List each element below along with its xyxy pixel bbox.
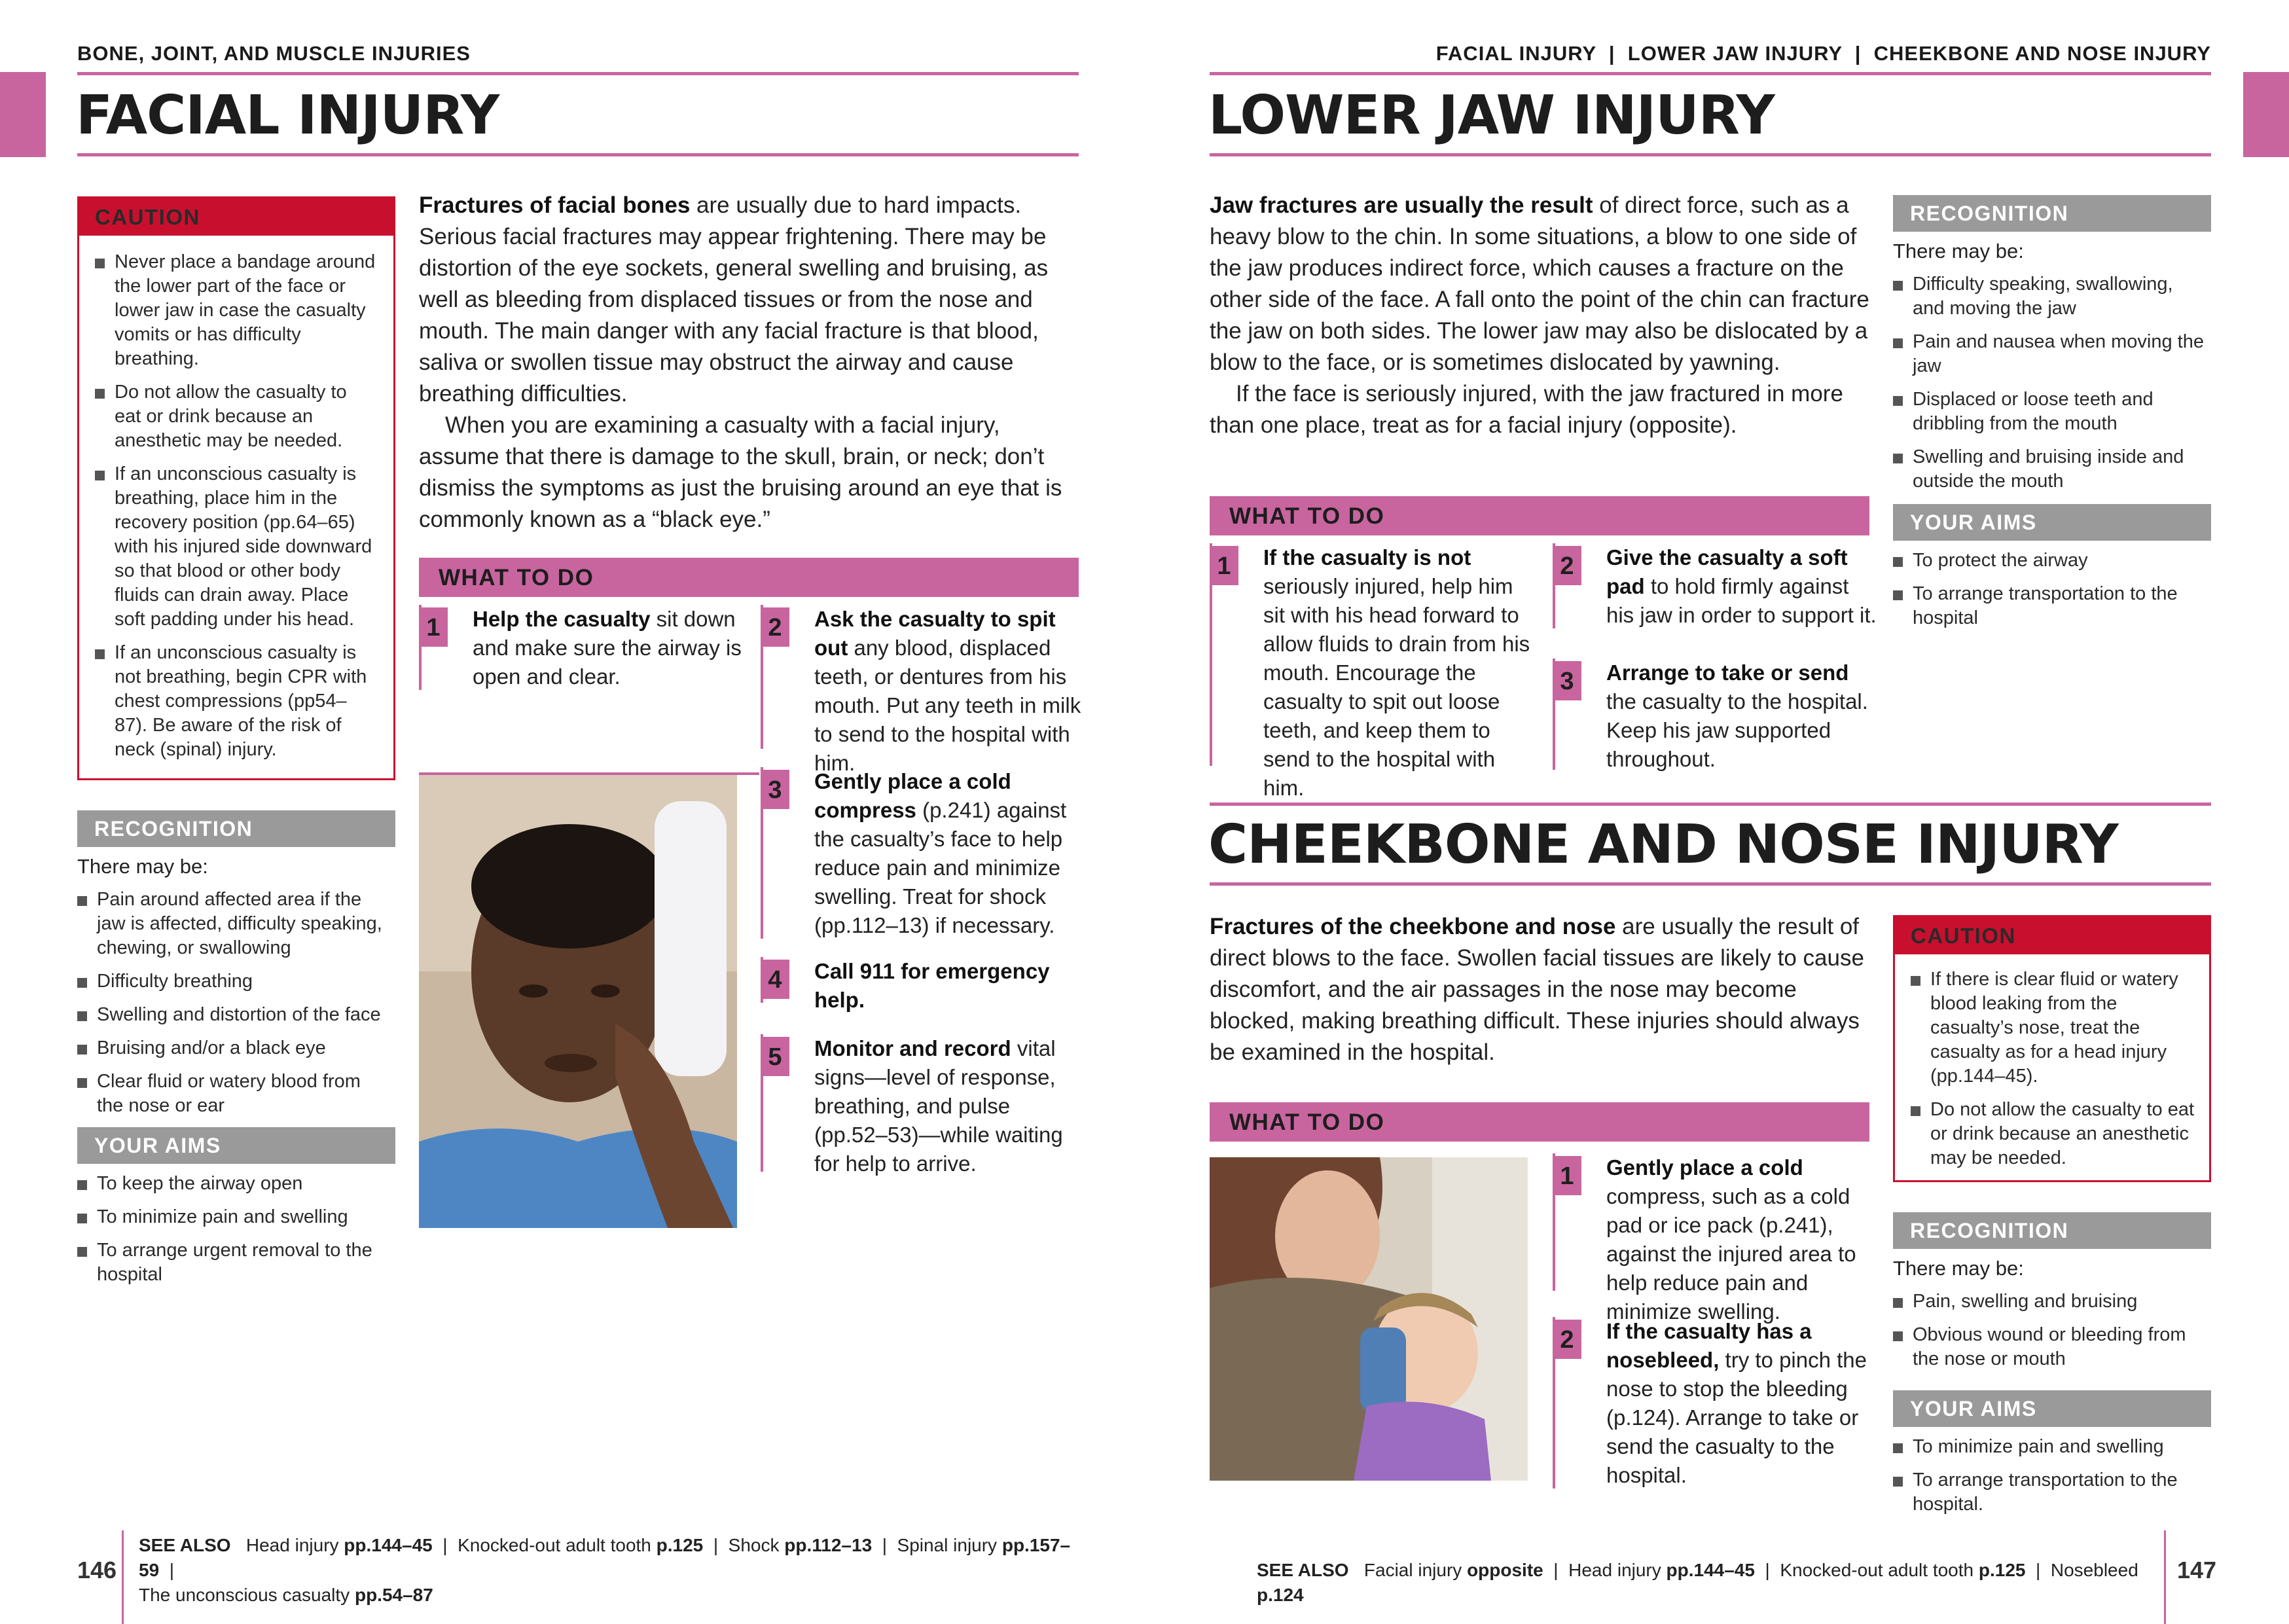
intro-lead: Fractures of facial bones <box>419 192 691 218</box>
step-text: seriously injured, help him sit with his head forward to allow fluids to drain from his mouth. Encourage the casualty to spit out loose teeth, and keep them to send to the hospital with him. <box>1263 574 1530 800</box>
recognition-item: Pain around affected area if the jaw is affected, difficulty speaking, chewing, or swallowing <box>77 888 385 960</box>
rule-cheek-bottom <box>1210 882 2211 886</box>
page-number-right: 147 <box>2177 1557 2217 1583</box>
recognition-item: Displaced or loose teeth and dribbling from the mouth <box>1893 388 2207 436</box>
intro-lead: Jaw fractures are usually the result <box>1210 192 1593 218</box>
see-also-link[interactable]: Facial injury opposite <box>1363 1560 1543 1580</box>
jaw-aims-heading: YOUR AIMS <box>1893 504 2211 541</box>
caution-item: Do not allow the casualty to eat or drink because an anesthetic may be needed. <box>1911 1098 2196 1170</box>
step-number: 1 <box>1553 1156 1581 1195</box>
caution-item: Never place a bandage around the lower part of the face or lower jaw in case the casualty vomits or has difficulty breathing. <box>95 250 378 371</box>
caution-item: If there is clear fluid or watery blood leaking from the casualty’s nose, treat the casualty as for a head injury (pp.144–45). <box>1911 967 2196 1089</box>
caution-heading: CAUTION <box>79 198 393 236</box>
recognition-item: Swelling and distortion of the face <box>77 1003 385 1027</box>
jaw-recognition-list <box>1893 272 2207 503</box>
intro-rest: are usually due to hard impacts. Serious facial fractures may appear frightening. There may be distortion of the eye sockets, general swelling and bruising, as well as bleeding from displaced tissues or from the nose and mouth. The main danger with any facial fracture is that blood, saliva or swollen tissue may obstruct the airway and cause breathing difficulties. <box>419 192 1049 406</box>
caution-box <box>77 196 395 780</box>
cheek-aims-heading: YOUR AIMS <box>1893 1390 2211 1427</box>
step-text: (p.241) against the casualty’s face to help reduce pain and minimize swelling. Treat for shock (pp.112–13) if necessary. <box>814 798 1067 937</box>
cheek-step-2 <box>1553 1317 1880 1494</box>
what-to-do-heading: WHAT TO DO <box>1210 1102 1869 1142</box>
caution-list <box>79 236 393 762</box>
photo-man-holding-compress <box>419 775 737 1228</box>
page-title-jaw: LOWER JAW INJURY <box>1208 84 1775 147</box>
see-also-label: SEE ALSO <box>139 1535 231 1555</box>
see-also-link[interactable]: The unconscious casualty pp.54–87 <box>139 1585 433 1605</box>
rule-left-top <box>77 72 1079 75</box>
cheek-intro <box>1210 911 1871 1068</box>
recognition-item: Pain, swelling and bruising <box>1893 1290 2207 1314</box>
running-head-right: FACIAL INJURY | LOWER JAW INJURY | CHEEKBONE AND NOSE INJURY <box>1435 42 2211 65</box>
rule-left-bottom <box>77 153 1079 156</box>
step-number: 2 <box>1553 546 1581 585</box>
intro-rest: of direct force, such as a heavy blow to the chin. In some situations, a blow to one side of the jaw produces indirect force, which causes a fracture on the other side of the face. A fall onto the point of the chin can fracture the jaw on both sides. The lower jaw may also be dislocated by a blow to the face, or is sometimes dislocated by yawning. <box>1210 192 1869 375</box>
see-also-left: SEE ALSO Head injury pp.144–45 | Knocked-out adult tooth p.125 | Shock pp.112–13 | Spinal injury pp.157–59 | The unconscious casualty pp.54–87 <box>139 1535 1071 1605</box>
see-also-link[interactable]: Head injury pp.144–45 <box>245 1535 433 1555</box>
step-text: any blood, displaced teeth, or dentures from his mouth. Put any teeth in milk to send to the hospital with him. <box>814 636 1081 775</box>
step-lead: Gently place a cold <box>1606 1155 1803 1180</box>
step-4 <box>761 957 1081 1012</box>
page-title-facial: FACIAL INJURY <box>76 84 499 147</box>
aims-item: To minimize pain and swelling <box>77 1205 385 1229</box>
step-lead: Help the casualty <box>473 607 651 631</box>
page-title-cheekbone: CHEEKBONE AND NOSE INJURY <box>1208 814 2118 876</box>
recognition-item: Bruising and/or a black eye <box>77 1036 385 1060</box>
step-text: the casualty to the hospital. Keep his jaw supported throughout. <box>1606 689 1868 771</box>
aims-heading: YOUR AIMS <box>77 1127 395 1164</box>
page-number-left: 146 <box>77 1557 117 1583</box>
cheek-caution-box <box>1893 915 2211 1182</box>
aims-item: To arrange urgent removal to the hospital <box>77 1238 385 1287</box>
step-lead: Give the casualty a soft pad <box>1606 545 1848 598</box>
recognition-item: Obvious wound or bleeding from the nose or mouth <box>1893 1323 2207 1371</box>
photo-mother-child-compress <box>1210 1157 1528 1481</box>
see-also-link[interactable]: Head injury pp.144–45 <box>1568 1560 1755 1580</box>
step-text: compress, such as a cold pad or ice pack (p.241), against the injured area to help reduce pain and minimize swelling. <box>1606 1184 1856 1324</box>
aims-item: To arrange transportation to the hospital <box>1893 582 2207 630</box>
recognition-item: Swelling and bruising inside and outside the mouth <box>1893 445 2207 494</box>
what-to-do-heading: WHAT TO DO <box>1210 496 1869 535</box>
caution-item: Do not allow the casualty to eat or drink because an anesthetic may be needed. <box>95 380 378 453</box>
jaw-step-1 <box>1210 543 1537 800</box>
recognition-item: Pain and nausea when moving the jaw <box>1893 330 2207 378</box>
jaw-intro <box>1210 190 1871 441</box>
see-also-link[interactable]: Spinal injury pp.157–59 <box>139 1535 1071 1580</box>
jaw-recognition-intro: There may be: <box>1893 240 2024 262</box>
jaw-step-2 <box>1553 543 1880 635</box>
footer-divider-right <box>2164 1530 2166 1624</box>
aims-item: To arrange transportation to the hospital. <box>1893 1468 2207 1517</box>
rule-right-bottom <box>1210 153 2211 156</box>
see-also-link[interactable]: Knocked-out adult tooth p.125 <box>458 1535 704 1555</box>
step-lead: If the casualty is not <box>1263 545 1471 569</box>
recognition-item: Clear fluid or watery blood from the nose or ear <box>77 1070 385 1118</box>
step-number: 5 <box>761 1037 789 1076</box>
jaw-step-3 <box>1553 659 1880 776</box>
aims-item: To keep the airway open <box>77 1172 385 1196</box>
step-2 <box>761 605 1081 775</box>
thumb-tab-left <box>0 72 46 157</box>
aims-item: To protect the airway <box>1893 549 2207 573</box>
footer-divider-left <box>122 1530 124 1624</box>
step-text: to hold firmly against his jaw in order to support it. <box>1606 574 1877 627</box>
see-also-link[interactable]: Shock pp.112–13 <box>728 1535 873 1555</box>
aims-item: To minimize pain and swelling <box>1893 1435 2207 1459</box>
step-text: vital signs—level of response, breathing, and pulse (pp.52–53)—while waiting for help to arrive. <box>814 1036 1063 1176</box>
step-number: 3 <box>1553 661 1581 700</box>
intro-paragraph-2: When you are examining a casualty with a facial injury, assume that there is damage to the skull, brain, or neck; don’t dismiss the symptoms as just the bruising around an eye that is commonly known as a “black eye.” <box>419 412 1062 532</box>
step-number: 4 <box>761 960 789 999</box>
step-lead: Gently place a cold compress <box>814 769 1011 822</box>
thumb-tab-right <box>2243 72 2289 157</box>
cheek-step-1 <box>1553 1153 1880 1324</box>
cheek-recognition-intro: There may be: <box>1893 1257 2024 1280</box>
recognition-item: Difficulty speaking, swallowing, and moving the jaw <box>1893 272 2207 321</box>
caution-item: If an unconscious casualty is not breathing, begin CPR with chest compressions (pp54–87). Be aware of the risk of neck (spinal) injury. <box>95 641 378 762</box>
intro-paragraph-2: If the face is seriously injured, with the jaw fractured in more than one place, treat as for a facial injury (opposite). <box>1210 381 1843 438</box>
step-3 <box>761 767 1081 944</box>
intro-lead: Fractures of the cheekbone and nose <box>1210 914 1616 939</box>
step-lead: Ask the casualty to spit out <box>814 607 1056 660</box>
step-number: 3 <box>761 770 789 809</box>
step-number: 2 <box>761 607 789 647</box>
see-also-right: SEE ALSO Facial injury opposite | Head injury pp.144–45 | Knocked-out adult tooth p.125 | Nosebleed p.124 <box>1257 1560 2138 1605</box>
caution-item: If an unconscious casualty is breathing, place him in the recovery position (pp.64–65) with his injured side downward so that blood or other body fluids can drain away. Place soft padding under his head. <box>95 462 378 632</box>
step-number: 1 <box>419 607 448 647</box>
intro-rest: are usually the result of direct blows to the face. Swollen facial tissues are likely to cause discomfort, and the air passages in the nose may become blocked, making breathing difficult. These injuries should always be examined in the hospital. <box>1210 914 1864 1065</box>
cheek-aims-list <box>1893 1435 2207 1526</box>
running-head-left: BONE, JOINT, AND MUSCLE INJURIES <box>77 42 471 65</box>
recognition-intro: There may be: <box>77 855 208 878</box>
see-also-link[interactable]: Knocked-out adult tooth p.125 <box>1780 1560 2026 1580</box>
step-1 <box>419 605 746 696</box>
see-also-link[interactable]: Nosebleed p.124 <box>1257 1560 2138 1605</box>
rule-cheek-top <box>1210 803 2211 806</box>
jaw-aims-list <box>1893 549 2207 640</box>
step-lead: Monitor and record <box>814 1036 1011 1060</box>
step-number: 1 <box>1210 546 1238 585</box>
facial-intro <box>419 190 1080 535</box>
recognition-item: Difficulty breathing <box>77 969 385 994</box>
recognition-heading: RECOGNITION <box>77 810 395 847</box>
step-lead: Arrange to take or send <box>1606 660 1849 685</box>
step-text: sit down and make sure the airway is open and clear. <box>473 607 742 689</box>
see-also-label: SEE ALSO <box>1257 1560 1349 1580</box>
rule-right-top <box>1210 72 2211 75</box>
what-to-do-heading: WHAT TO DO <box>419 558 1079 597</box>
step-lead: Call 911 for emergency help. <box>814 959 1050 1012</box>
step-number: 2 <box>1553 1320 1581 1359</box>
step-lead: If the casualty has a nosebleed, <box>1606 1319 1812 1372</box>
cheek-recognition-list <box>1893 1290 2207 1380</box>
caution-heading: CAUTION <box>1895 917 2209 954</box>
recognition-list <box>77 888 385 1127</box>
jaw-recognition-heading: RECOGNITION <box>1893 195 2211 232</box>
caution-list <box>1895 954 2209 1170</box>
aims-list <box>77 1172 385 1296</box>
step-text: try to pinch the nose to stop the bleeding (p.124). Arrange to take or send the casualty to the hospital. <box>1606 1348 1867 1487</box>
step-5 <box>761 1034 1081 1178</box>
cheek-recognition-heading: RECOGNITION <box>1893 1212 2211 1249</box>
